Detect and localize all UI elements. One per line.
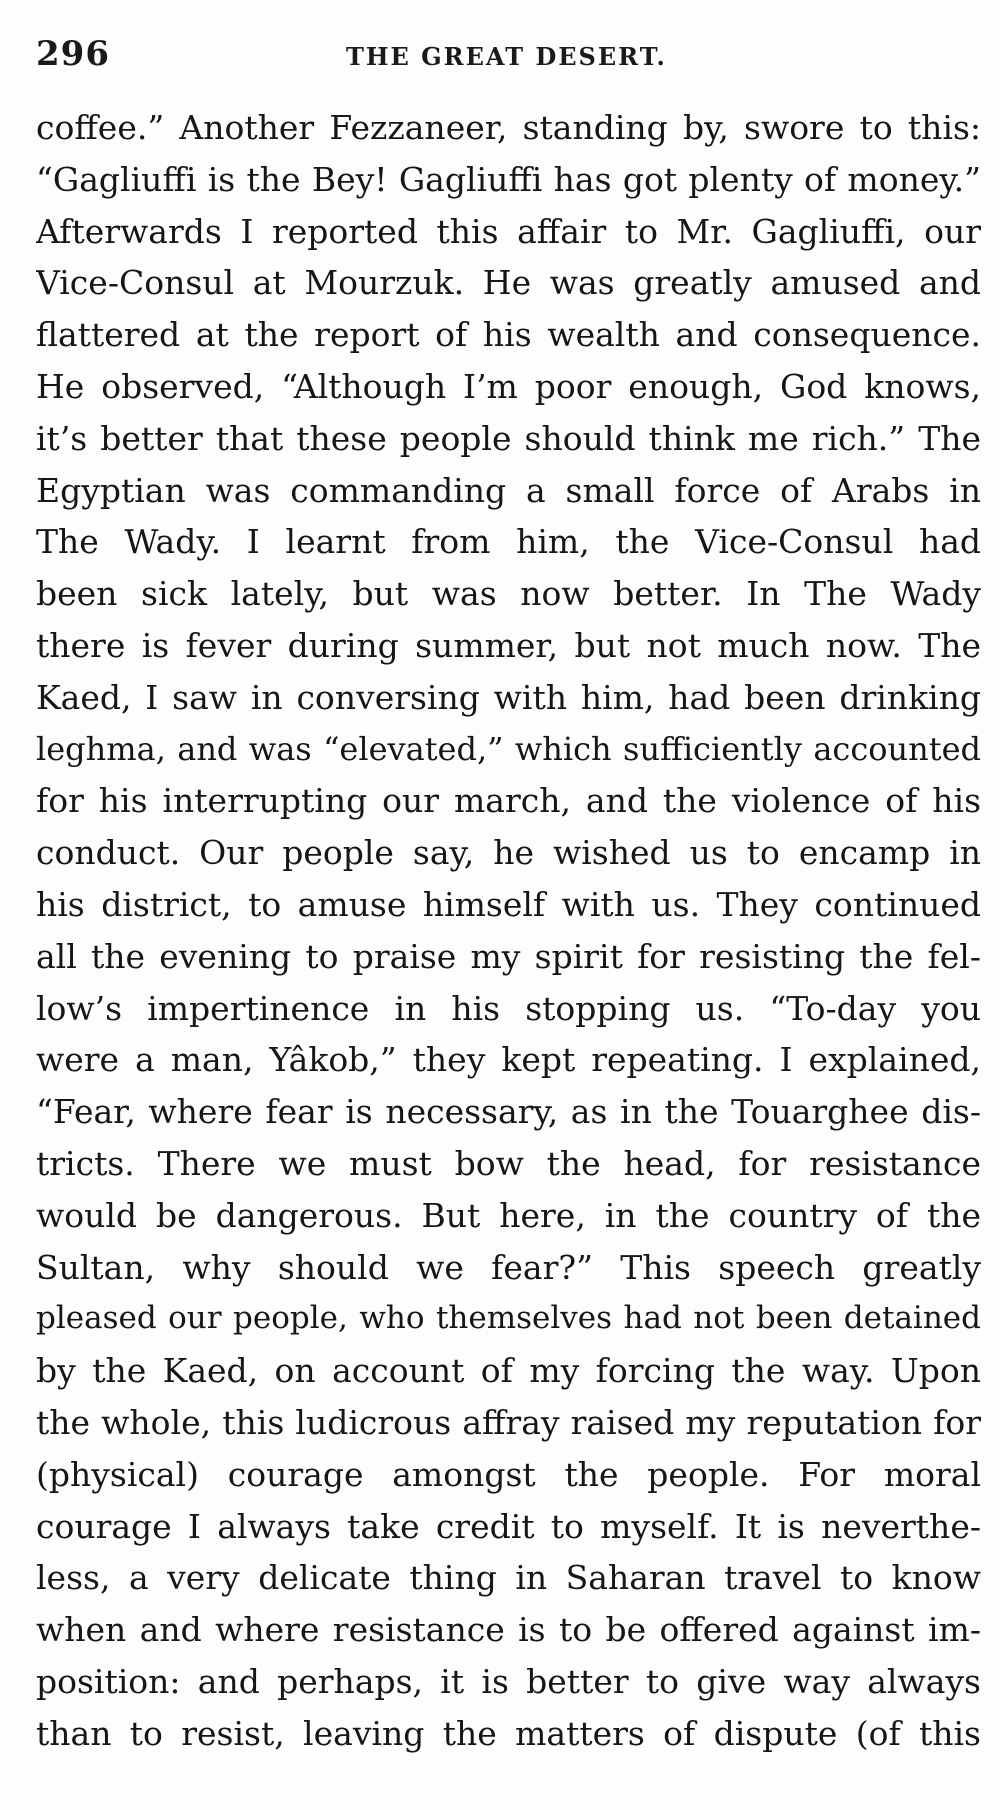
text-line: He observed, “Although I’m poor enough, God knows, bbox=[36, 366, 981, 406]
text-line: courage I always take credit to myself. It is neverthe- bbox=[36, 1506, 981, 1546]
text-line: than to resist, leaving the matters of dispute (of this bbox=[36, 1713, 981, 1753]
text-line: been sick lately, but was now better. In The Wady bbox=[36, 574, 981, 614]
text-line: coffee.” Another Fezzaneer, standing by, swore to this: bbox=[36, 108, 981, 147]
text-line: by the Kaed, on account of my forcing the way. Upon bbox=[36, 1351, 981, 1391]
page-number: 296 bbox=[36, 34, 110, 74]
text-line: for his interrupting our march, and the violence of his bbox=[36, 781, 981, 821]
text-line: “Gagliuffi is the Bey! Gagliuffi has got plenty of money.” bbox=[36, 159, 981, 199]
running-head: THE GREAT DESERT. bbox=[346, 42, 667, 71]
text-line: would be dangerous. But here, in the country of the bbox=[36, 1195, 981, 1235]
text-line: the whole, this ludicrous affray raised my reputation for bbox=[36, 1402, 981, 1442]
text-line: Egyptian was commanding a small force of Arabs in bbox=[36, 470, 981, 510]
page-header bbox=[36, 28, 956, 88]
text-line: position: and perhaps, it is better to give way always bbox=[36, 1661, 981, 1701]
body-text bbox=[36, 102, 981, 1760]
text-line: Vice-Consul at Mourzuk. He was greatly amused and bbox=[36, 263, 981, 303]
text-line: leghma, and was “elevated,” which sufficiently accounted bbox=[36, 729, 981, 768]
text-line: there is fever during summer, but not much now. The bbox=[36, 625, 981, 665]
text-line: his district, to amuse himself with us. They continued bbox=[36, 884, 981, 924]
text-line: were a man, Yâkob,” they kept repeating. I explained, bbox=[36, 1040, 981, 1080]
text-line: “Fear, where fear is necessary, as in the Touarghee dis- bbox=[36, 1092, 981, 1132]
text-line: Sultan, why should we fear?” This speech greatly bbox=[36, 1247, 981, 1287]
text-line: less, a very delicate thing in Saharan travel to know bbox=[36, 1558, 981, 1598]
text-line: The Wady. I learnt from him, the Vice-Consul had bbox=[36, 522, 981, 562]
text-line: when and where resistance is to be offered against im- bbox=[36, 1610, 981, 1650]
text-line: pleased our people, who themselves had not been detained bbox=[36, 1300, 981, 1337]
text-line: conduct. Our people say, he wished us to encamp in bbox=[36, 833, 981, 873]
text-line: (physical) courage amongst the people. For moral bbox=[36, 1454, 981, 1494]
text-line: Kaed, I saw in conversing with him, had been drinking bbox=[36, 677, 981, 717]
text-line: low’s impertinence in his stopping us. “To-day you bbox=[36, 988, 981, 1028]
text-line: it’s better that these people should think me rich.” The bbox=[36, 418, 981, 458]
text-line: Afterwards I reported this affair to Mr. Gagliuffi, our bbox=[36, 211, 981, 251]
text-line: all the evening to praise my spirit for resisting the fel- bbox=[36, 936, 981, 976]
text-line: flattered at the report of his wealth and consequence. bbox=[36, 315, 981, 355]
text-line: tricts. There we must bow the head, for resistance bbox=[36, 1143, 981, 1183]
